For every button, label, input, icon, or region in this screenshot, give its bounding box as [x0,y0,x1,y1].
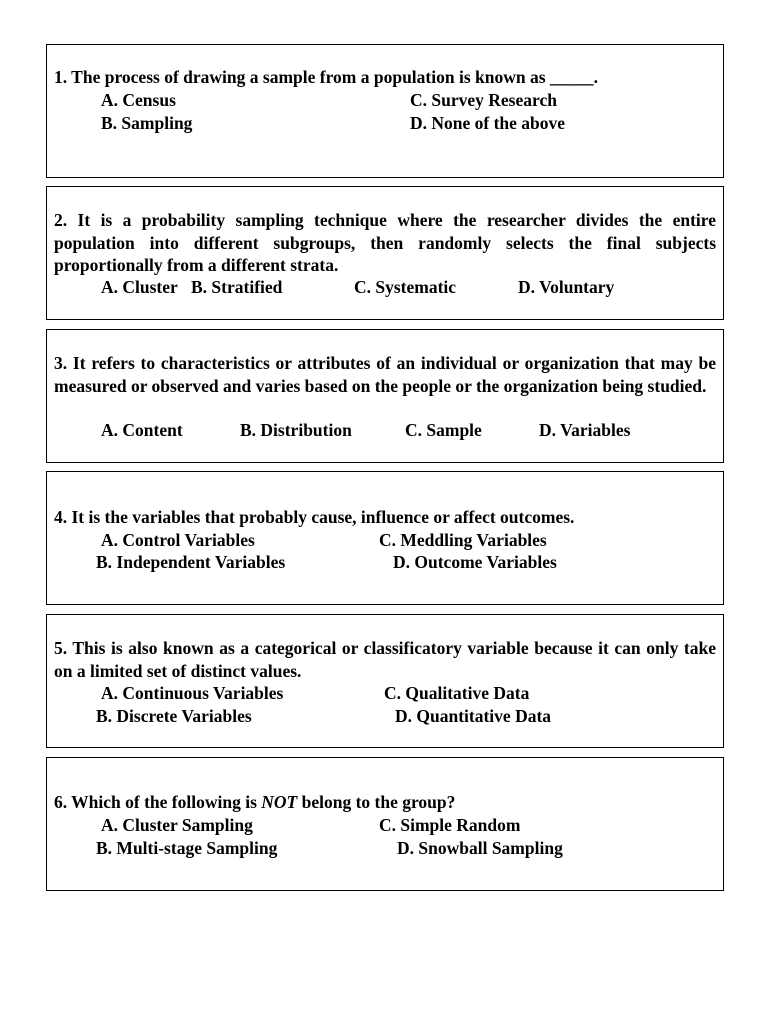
question-box-6 [46,757,724,891]
question-box-3 [46,329,724,463]
option-1c: C. Survey Research [410,90,557,110]
question-text-6-emphasis: NOT [261,792,298,812]
option-1d: D. None of the above [410,113,566,133]
question-box-1 [46,44,724,178]
option-3d: D. Variables [539,420,631,440]
option-6b: B. Multi-stage Sampling [96,838,278,858]
option-6c: C. Simple Random [379,815,521,835]
option-2a: A. Cluster [101,277,178,297]
option-2c: C. Systematic [354,277,457,297]
question-text-3: 3. It refers to characteristics or attributes of an individual or organization that may be measured or observed and varies based on the people or the organization being studied. [54,353,716,396]
question-text-4: 4. It is the variables that probably cause, influence or affect outcomes. [54,507,575,527]
question-text-5: 5. This is also known as a categorical or classificatory variable because it can only take on a limited set of distinct values. [54,638,716,681]
option-4d: D. Outcome Variables [393,552,557,572]
question-box-4 [46,471,724,605]
option-5d: D. Quantitative Data [395,706,552,726]
question-text-6 [54,791,716,814]
option-6a: A. Cluster Sampling [101,815,253,835]
option-3b: B. Distribution [240,420,352,440]
option-2d: D. Voluntary [518,277,615,297]
option-1a: A. Census [101,90,176,110]
option-2b: B. Stratified [191,277,283,297]
option-5b: B. Discrete Variables [96,706,252,726]
option-6d: D. Snowball Sampling [397,838,563,858]
option-3c: C. Sample [405,420,482,440]
question-box-2 [46,186,724,320]
option-1b: B. Sampling [101,113,193,133]
question-text-6-end: belong to the group? [297,792,456,812]
option-5a: A. Continuous Variables [101,683,284,703]
question-text-1: 1. The process of drawing a sample from a population is known as _____. [54,67,599,87]
question-text-6-start: 6. Which of the following is [54,792,262,812]
option-3a: A. Content [101,420,183,440]
option-4c: C. Meddling Variables [379,530,547,550]
option-4b: B. Independent Variables [96,552,286,572]
question-box-5 [46,614,724,748]
question-text-2: 2. It is a probability sampling technique where the researcher divides the entire population into different subgroups, then randomly selects the final subjects proportionally from a different strata. [54,210,716,275]
option-4a: A. Control Variables [101,530,255,550]
option-5c: C. Qualitative Data [384,683,530,703]
